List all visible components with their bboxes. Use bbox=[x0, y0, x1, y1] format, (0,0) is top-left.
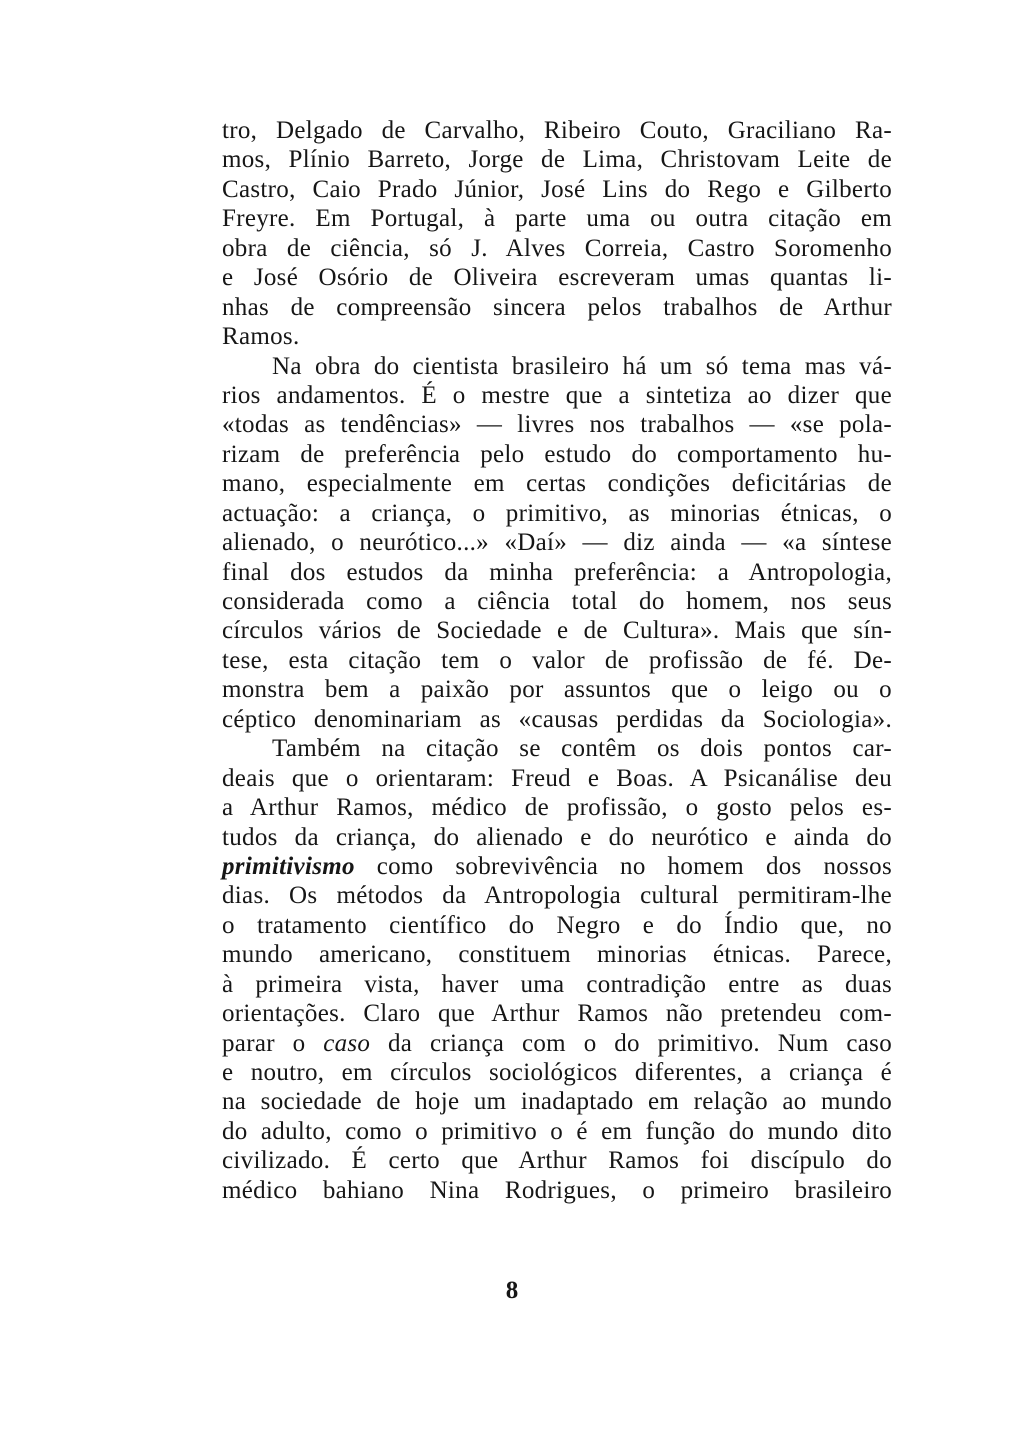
page-number: 8 bbox=[505, 1277, 519, 1304]
text-line: tro, Delgado de Carvalho, Ribeiro Couto, Graciliano Ra- bbox=[222, 117, 892, 144]
text-line: médico bahiano Nina Rodrigues, o primeiro brasileiro bbox=[222, 1176, 892, 1204]
text-line: mano, especialmente em certas condições deficitárias de bbox=[222, 470, 892, 498]
paragraph-first-line: Na obra do cientista brasileiro há um só tema mas vá- bbox=[272, 352, 892, 380]
text-line: Ramos. bbox=[222, 323, 300, 351]
line-suffix: como sobrevivência no homem dos nossos bbox=[354, 852, 892, 880]
text-line: tese, esta citação tem o valor de profissão de fé. De- bbox=[222, 646, 892, 674]
text-line: círculos vários de Sociedade e de Cultura». Mais que sín- bbox=[222, 617, 892, 645]
paragraph-first-line: Também na citação se contêm os dois pontos car- bbox=[272, 735, 892, 763]
text-line: civilizado. É certo que Arthur Ramos foi discípulo do bbox=[222, 1147, 892, 1175]
text-line: a Arthur Ramos, médico de profissão, o gosto pelos es- bbox=[222, 794, 892, 822]
text-line: mos, Plínio Barreto, Jorge de Lima, Christovam Leite de bbox=[222, 146, 892, 174]
body-text bbox=[222, 116, 892, 1205]
text-line: Freyre. Em Portugal, à parte uma ou outra citação em bbox=[222, 205, 892, 233]
text-line: actuação: a criança, o primitivo, as minorias étnicas, o bbox=[222, 499, 892, 527]
text-line: alienado, o neurótico...» «Daí» — diz ainda — «a síntese bbox=[222, 529, 892, 557]
text-line: e noutro, em círculos sociológicos diferentes, a criança é bbox=[222, 1059, 892, 1086]
text-line: nhas de compreensão sincera pelos trabalhos de Arthur bbox=[222, 293, 892, 321]
text-line: dias. Os métodos da Antropologia cultural permitiram-lhe bbox=[222, 882, 892, 910]
text-line: rios andamentos. É o mestre que a sintetiza ao dizer que bbox=[222, 381, 892, 409]
text-line: na sociedade de hoje um inadaptado em relação ao mundo bbox=[222, 1088, 892, 1116]
text-line: deais que o orientaram: Freud e Boas. A Psicanálise deu bbox=[222, 764, 892, 792]
line-suffix: da criança com o do primitivo. Num caso bbox=[370, 1029, 892, 1057]
text-line: monstra bem a paixão por assuntos que o leigo ou o bbox=[222, 676, 892, 704]
text-line: Castro, Caio Prado Júnior, José Lins do Rego e Gilberto bbox=[222, 175, 892, 203]
line-prefix: parar o bbox=[222, 1029, 324, 1057]
text-line: rizam de preferência pelo estudo do comportamento hu- bbox=[222, 440, 892, 468]
text-line: o tratamento científico do Negro e do Índio que, no bbox=[222, 911, 892, 939]
text-line: obra de ciência, só J. Alves Correia, Castro Soromenho bbox=[222, 234, 892, 262]
emphasized-term: caso bbox=[323, 1029, 371, 1057]
text-line: à primeira vista, haver uma contradição entre as duas bbox=[222, 970, 892, 998]
text-line: tudos da criança, do alienado e do neurótico e ainda do bbox=[222, 823, 892, 851]
text-line: final dos estudos da minha preferência: a Antropologia, bbox=[222, 558, 892, 586]
text-line: orientações. Claro que Arthur Ramos não pretendeu com- bbox=[222, 1000, 892, 1028]
text-line: mundo americano, constituem minorias étnicas. Parece, bbox=[222, 941, 892, 969]
emphasized-term: primitivismo bbox=[222, 852, 355, 880]
text-line bbox=[222, 1029, 892, 1058]
text-line: «todas as tendências» — livres nos trabalhos — «se pola- bbox=[222, 411, 892, 439]
text-line bbox=[222, 852, 892, 881]
text-line: considerada como a ciência total do homem, nos seus bbox=[222, 588, 892, 615]
text-line: céptico denominariam as «causas perdidas da Sociologia». bbox=[222, 705, 892, 733]
text-line: do adulto, como o primitivo o é em função do mundo dito bbox=[222, 1117, 892, 1145]
text-line: e José Osório de Oliveira escreveram umas quantas li- bbox=[222, 264, 892, 292]
